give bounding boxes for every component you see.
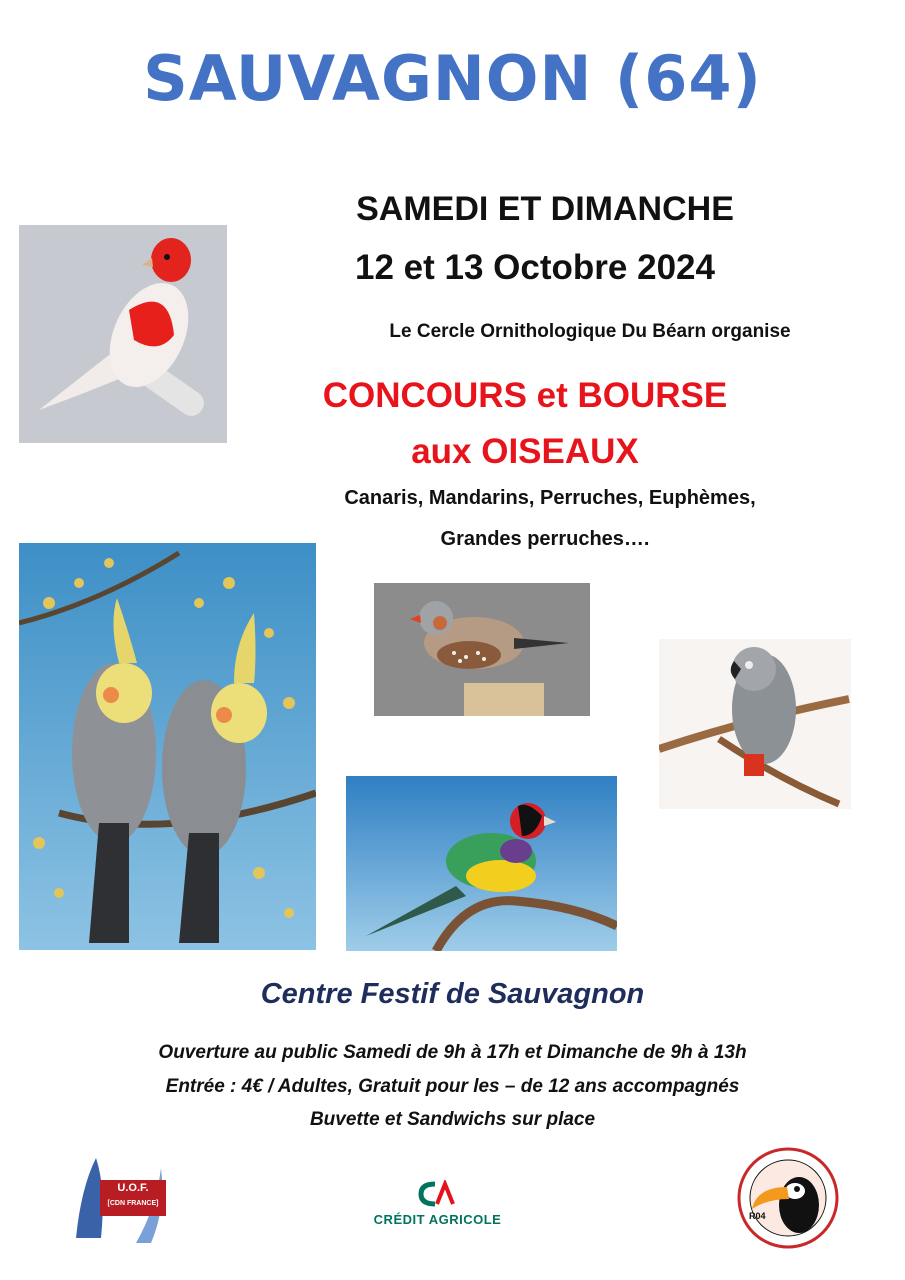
organizer-text: Le Cercle Ornithologique Du Béarn organise bbox=[389, 321, 791, 342]
venue-name: Centre Festif de Sauvagnon bbox=[260, 978, 645, 1010]
page-title: SAUVAGNON (64) bbox=[143, 42, 762, 115]
species-line1: Canaris, Mandarins, Perruches, Euphèmes, bbox=[344, 487, 756, 509]
event-dates: 12 et 13 Octobre 2024 bbox=[355, 248, 715, 287]
gouldian-finch-photo bbox=[346, 776, 617, 951]
headline-line1: CONCOURS et BOURSE bbox=[322, 376, 728, 415]
canary-photo bbox=[19, 225, 227, 443]
opening-hours: Ouverture au public Samedi de 9h à 17h et Dimanche de 9h à 13h bbox=[158, 1042, 747, 1063]
species-line2: Grandes perruches…. bbox=[440, 528, 650, 550]
zebra-finch-photo bbox=[374, 583, 590, 716]
uof-logo-sub: [CDN FRANCE] bbox=[107, 1200, 159, 1207]
credit-agricole-logo bbox=[360, 1180, 515, 1230]
event-days: SAMEDI ET DIMANCHE bbox=[356, 190, 734, 228]
sponsor-name: CRÉDIT AGRICOLE bbox=[373, 1212, 502, 1227]
refreshments: Buvette et Sandwichs sur place bbox=[309, 1109, 596, 1130]
grey-parrot-photo bbox=[659, 639, 851, 809]
r04-toucan-logo bbox=[737, 1147, 839, 1249]
entry-price: Entrée : 4€ / Adultes, Gratuit pour les – de 12 ans accompagnés bbox=[165, 1076, 740, 1097]
cockatiel-photo bbox=[19, 543, 316, 950]
uof-logo-text: U.O.F. bbox=[117, 1182, 149, 1194]
uof-logo bbox=[66, 1148, 170, 1248]
r04-logo-text: R04 bbox=[749, 1211, 766, 1221]
headline-line2: aux OISEAUX bbox=[411, 432, 639, 471]
